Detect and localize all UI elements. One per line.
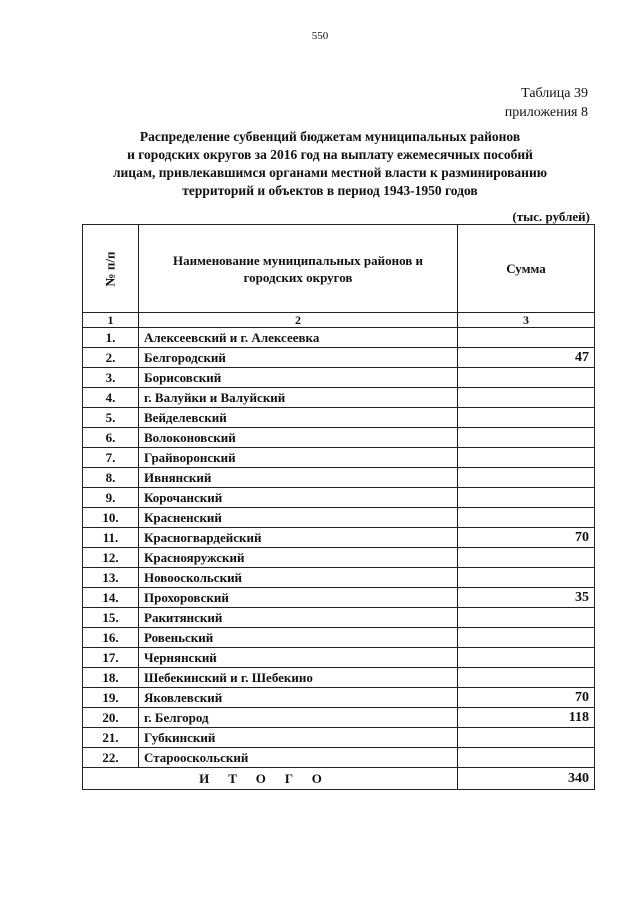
row-name: Алексеевский и г. Алексеевка xyxy=(139,328,458,348)
header-num-label: № п/п xyxy=(102,251,118,286)
page-number: 550 xyxy=(311,30,329,42)
table-row xyxy=(83,428,595,448)
col-number-3: 3 xyxy=(458,313,595,328)
column-number-row xyxy=(83,313,595,328)
row-num: 10. xyxy=(83,508,139,528)
subvention-table xyxy=(82,224,595,790)
row-num: 18. xyxy=(83,668,139,688)
row-sum xyxy=(458,368,595,388)
row-sum xyxy=(458,548,595,568)
row-name: Прохоровский xyxy=(139,588,458,608)
total-sum: 340 xyxy=(458,768,595,790)
table-row xyxy=(83,748,595,768)
row-sum xyxy=(458,488,595,508)
row-sum xyxy=(458,468,595,488)
row-num: 22. xyxy=(83,748,139,768)
row-sum xyxy=(458,748,595,768)
row-name: Корочанский xyxy=(139,488,458,508)
row-num: 21. xyxy=(83,728,139,748)
row-name: Красногвардейский xyxy=(139,528,458,548)
title-line3: лицам, привлекавшимся органами местной власти к разминированию xyxy=(112,165,548,180)
row-name: Старооскольский xyxy=(139,748,458,768)
title-line2: и городских округов за 2016 год на выплату ежемесячных пособий xyxy=(127,147,533,162)
document-title xyxy=(80,128,580,200)
row-name: Шебекинский и г. Шебекино xyxy=(139,668,458,688)
table-row xyxy=(83,528,595,548)
row-num: 20. xyxy=(83,708,139,728)
row-name: Ровеньский xyxy=(139,628,458,648)
row-name: г. Валуйки и Валуйский xyxy=(139,388,458,408)
table-row xyxy=(83,468,595,488)
row-sum: 70 xyxy=(458,528,595,548)
table-row xyxy=(83,548,595,568)
row-sum: 70 xyxy=(458,688,595,708)
row-name: Грайворонский xyxy=(139,448,458,468)
total-row xyxy=(83,768,595,790)
table-reference xyxy=(505,84,588,122)
row-num: 6. xyxy=(83,428,139,448)
row-name: Борисовский xyxy=(139,368,458,388)
row-name: Красненский xyxy=(139,508,458,528)
table-row xyxy=(83,388,595,408)
title-line4: территорий и объектов в период 1943-1950 годов xyxy=(182,183,478,198)
row-sum: 47 xyxy=(458,348,595,368)
table-row xyxy=(83,348,595,368)
table-row xyxy=(83,328,595,348)
table-row xyxy=(83,508,595,528)
row-sum xyxy=(458,448,595,468)
row-sum xyxy=(458,428,595,448)
row-sum xyxy=(458,728,595,748)
row-sum xyxy=(458,408,595,428)
table-body xyxy=(83,328,595,768)
title-line1: Распределение субвенций бюджетам муниципальных районов xyxy=(139,129,521,144)
row-sum xyxy=(458,628,595,648)
header-num xyxy=(83,225,139,313)
row-name: Волоконовский xyxy=(139,428,458,448)
row-name: Вейделевский xyxy=(139,408,458,428)
table-row xyxy=(83,608,595,628)
row-num: 16. xyxy=(83,628,139,648)
row-num: 12. xyxy=(83,548,139,568)
table-row xyxy=(83,448,595,468)
row-sum xyxy=(458,388,595,408)
header-name: Наименование муниципальных районов и городских округов xyxy=(139,225,458,313)
col-number-1: 1 xyxy=(83,313,139,328)
row-name: Ивнянский xyxy=(139,468,458,488)
table-row xyxy=(83,488,595,508)
table-row xyxy=(83,408,595,428)
row-num: 1. xyxy=(83,328,139,348)
row-name: Яковлевский xyxy=(139,688,458,708)
table-ref-line1: Таблица 39 xyxy=(521,86,588,101)
row-num: 2. xyxy=(83,348,139,368)
row-num: 3. xyxy=(83,368,139,388)
table-ref-line2: приложения 8 xyxy=(504,105,588,120)
table-row xyxy=(83,668,595,688)
row-num: 17. xyxy=(83,648,139,668)
table-row xyxy=(83,628,595,648)
row-num: 5. xyxy=(83,408,139,428)
row-sum xyxy=(458,668,595,688)
units-label: (тыс. рублей) xyxy=(512,209,590,224)
row-sum xyxy=(458,608,595,628)
row-num: 11. xyxy=(83,528,139,548)
table-row xyxy=(83,368,595,388)
row-name: Ракитянский xyxy=(139,608,458,628)
header-row xyxy=(83,225,595,313)
row-sum xyxy=(458,328,595,348)
row-sum: 118 xyxy=(458,708,595,728)
table-row xyxy=(83,688,595,708)
row-name: г. Белгород xyxy=(139,708,458,728)
table-row xyxy=(83,648,595,668)
row-num: 8. xyxy=(83,468,139,488)
col-number-2: 2 xyxy=(139,313,458,328)
table-row xyxy=(83,588,595,608)
total-label: ИТОГО xyxy=(83,768,458,790)
table-row xyxy=(83,568,595,588)
row-name: Чернянский xyxy=(139,648,458,668)
row-sum: 35 xyxy=(458,588,595,608)
row-name: Новооскольский xyxy=(139,568,458,588)
row-num: 15. xyxy=(83,608,139,628)
header-sum: Сумма xyxy=(458,225,595,313)
row-num: 13. xyxy=(83,568,139,588)
row-sum xyxy=(458,508,595,528)
row-num: 9. xyxy=(83,488,139,508)
row-num: 7. xyxy=(83,448,139,468)
row-num: 14. xyxy=(83,588,139,608)
row-name: Губкинский xyxy=(139,728,458,748)
row-sum xyxy=(458,648,595,668)
row-name: Краснояружский xyxy=(139,548,458,568)
row-name: Белгородский xyxy=(139,348,458,368)
table-row xyxy=(83,728,595,748)
table-row xyxy=(83,708,595,728)
row-num: 4. xyxy=(83,388,139,408)
row-sum xyxy=(458,568,595,588)
row-num: 19. xyxy=(83,688,139,708)
